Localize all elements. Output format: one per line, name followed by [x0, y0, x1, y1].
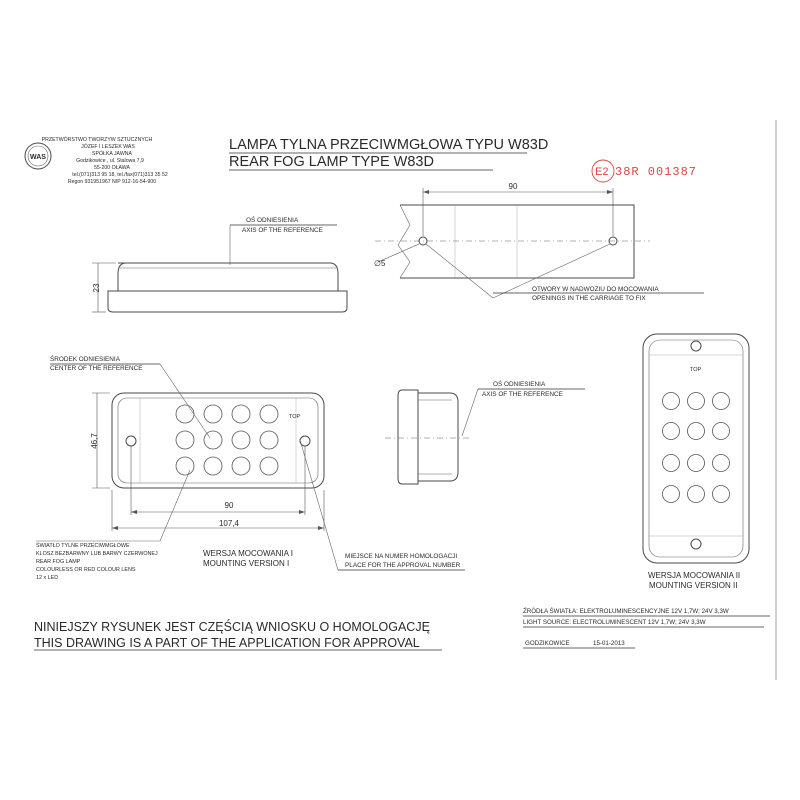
- front-view-mounting-1: [90, 393, 324, 531]
- mount2-label-pl: WERSJA MOCOWANIA II: [648, 571, 741, 580]
- axis-label-pl: OŚ ODNIESIENIA: [246, 217, 299, 224]
- title-en: REAR FOG LAMP TYPE W83D: [229, 154, 434, 170]
- openings-label-en: OPENINGS IN THE CARRIAGE TO FIX: [532, 295, 646, 302]
- dim-width-front: 107,4: [218, 519, 240, 528]
- place: GODZIKOWICE: [525, 640, 570, 647]
- notice-en: THIS DRAWING IS A PART OF THE APPLICATION FOR APPROVAL: [34, 636, 420, 650]
- description-line-5: 12 x LED: [36, 575, 59, 581]
- center-label-en: CENTER OF THE REFERENCE: [50, 365, 143, 372]
- company-line-7: Regon 931951967 NIP 912-16-54-900: [67, 179, 157, 185]
- dim-height-front: 46,7: [90, 433, 99, 449]
- dim-hole-spacing-top: 90: [508, 182, 518, 191]
- description-line-1: ŚWIATŁO TYLNE PRZECIWMGŁOWE: [36, 543, 130, 549]
- description-line-2: KLOSZ BEZBARWNY LUB BARWY CZERWONEJ: [36, 551, 158, 557]
- dim-hole-spacing-front: 90: [224, 501, 234, 510]
- notice-pl: NINIEJSZY RYSUNEK JEST CZĘŚCIĄ WNIOSKU O HOMOLOGACJĘ: [34, 620, 430, 634]
- mount1-label-pl: WERSJA MOCOWANIA I: [203, 549, 293, 558]
- front-view-mounting-2: [643, 334, 749, 563]
- side-view: [92, 263, 347, 312]
- carriage-top-view: [374, 182, 650, 298]
- dim-height-side: 23: [92, 283, 101, 293]
- top-marker-1: TOP: [289, 414, 301, 420]
- side-profile-view: [385, 390, 470, 484]
- axis2-label-pl: OŚ ODNIESIENIA: [493, 381, 546, 388]
- company-line-5: 55-200 OŁAWA: [94, 165, 130, 171]
- company-line-2: JÓZEF I LESZEK WAS: [81, 144, 135, 150]
- date: 15-01-2013: [593, 640, 625, 647]
- description-line-4: COLOURLESS OR RED COLOUR LENS: [36, 567, 136, 573]
- mount1-label-en: MOUNTING VERSION I: [203, 559, 290, 568]
- center-label-pl: ŚRODEK ODNIESIENIA: [50, 356, 120, 363]
- title-pl: LAMPA TYLNA PRZECIWMGŁOWA TYPU W83D: [229, 137, 549, 153]
- company-line-3: SPÓŁKA JAWNA: [92, 151, 132, 157]
- dim-hole-diameter: ∅5: [374, 259, 386, 268]
- description-line-3: REAR FOG LAMP: [36, 559, 81, 565]
- led-grid-2: [663, 393, 730, 503]
- approval-place-en: PLACE FOR THE APPROVAL NUMBER: [345, 562, 461, 569]
- stamp-prefix: E2: [595, 166, 609, 178]
- light-source-pl: ŹRÓDŁA ŚWIATŁA: ELEKTROLUMINESCENCYJNE 12V 1,7W; 24V 3,3W: [523, 608, 729, 615]
- mount2-label-en: MOUNTING VERSION II: [649, 581, 738, 590]
- logo-text: WAS: [30, 154, 46, 161]
- approval-place-pl: MIEJSCE NA NUMER HOMOLOGACJI: [345, 553, 458, 560]
- led-grid-1: [176, 405, 278, 475]
- light-source-en: LIGHT SOURCE: ELECTROLUMINESCENT 12V 1,7W; 24V 3,3W: [523, 619, 706, 626]
- top-marker-2: TOP: [690, 367, 702, 373]
- axis2-label-en: AXIS OF THE REFERENCE: [482, 391, 563, 398]
- openings-label-pl: OTWORY W NADWOZIU DO MOCOWANIA: [532, 286, 659, 293]
- approval-stamp: [592, 160, 697, 182]
- stamp-number: 38R 001387: [615, 165, 698, 179]
- company-logo: [25, 143, 51, 169]
- company-line-4: Godzikowice , ul. Stalowa 7,9: [76, 158, 144, 164]
- axis-label-en: AXIS OF THE REFERENCE: [242, 227, 323, 234]
- company-info: [42, 136, 168, 185]
- company-line-6: tel.(071)313 95 18, tel./fax(071)313 35 52: [72, 172, 168, 178]
- description-notes: [36, 541, 158, 581]
- company-line-1: PRZETWÓRSTWO TWORZYW SZTUCZNYCH: [41, 137, 153, 143]
